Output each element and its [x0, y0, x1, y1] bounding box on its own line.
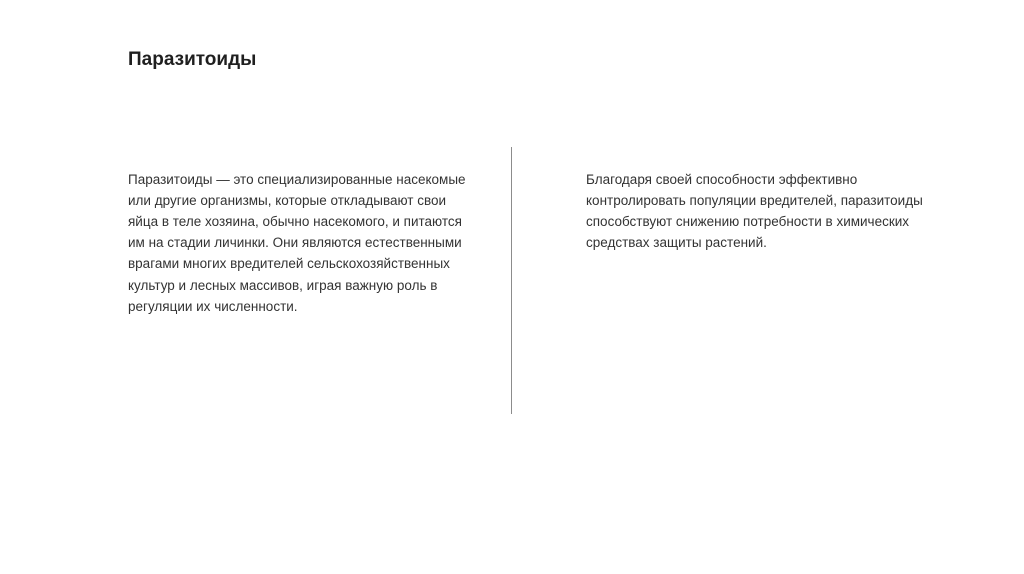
column-divider [511, 147, 512, 414]
right-column-text: Благодаря своей способности эффективно контролировать популяции вредителей, паразитоиды способствуют снижению потребности в химических средствах защиты растений. [586, 171, 923, 251]
left-column-text: Паразитоиды — это специализированные насекомые или другие организмы, которые откладывают свои яйца в теле хозяина, обычно насекомого, и питаются им на стадии личинки. Они являются естественными врагами многих вредителей сельскохозяйственных культур и лесных массивов, играя важную роль в регуляции их численности. [128, 171, 466, 314]
slide-title: Паразитоиды [128, 49, 257, 70]
